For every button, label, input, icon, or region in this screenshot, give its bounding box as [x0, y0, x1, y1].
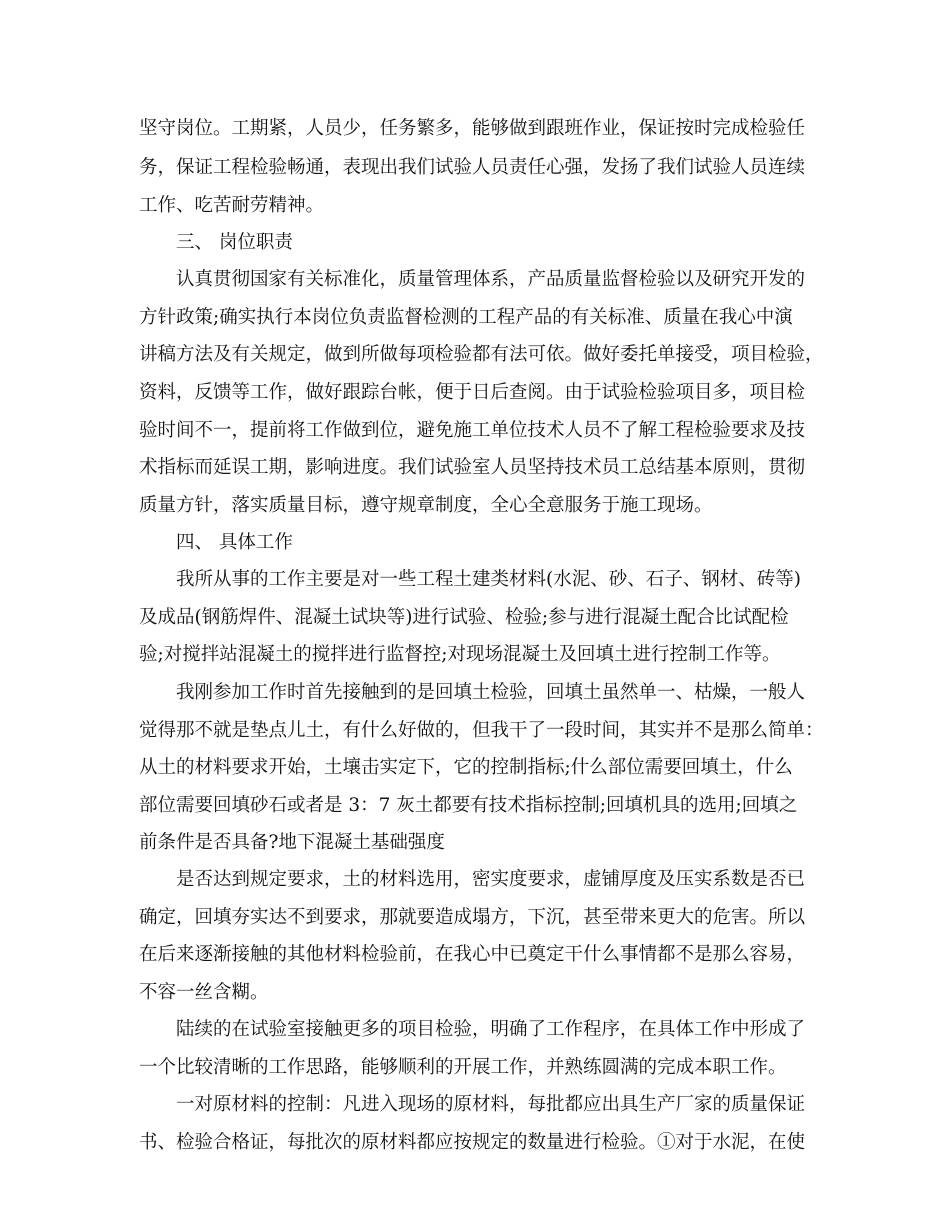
body-text-line-17: 觉得那不就是垫点儿土，有什么好做的，但我干了一段时间，其实并不是那么简单： [139, 720, 824, 741]
body-text-line-10: 术指标而延误工期，影响进度。我们试验室人员坚持技术员工总结基本原则，贯彻 [139, 457, 806, 478]
body-text-line-3: 工作、吃苦耐劳精神。 [139, 195, 325, 216]
body-text-line-20: 前条件是否具备?地下混凝土基础强度 [139, 832, 445, 853]
body-text-line-28: 书、检验合格证，每批次的原材料都应按规定的数量进行检验。①对于水泥，在使 [139, 1132, 806, 1153]
body-text-line-1: 坚守岗位。工期紧，人员少，任务繁多，能够做到跟班作业，保证按时完成检验任 [139, 118, 806, 139]
body-text-line-19: 部位需要回填砂石或者是 3：7 灰土都要有技术指标控制;回填机具的选用;回填之 [139, 795, 798, 816]
body-text-line-13: 我所从事的工作主要是对一些工程土建类材料(水泥、砂、石子、钢材、砖等) [176, 569, 801, 590]
section-heading-four: 四、 具体工作 [176, 532, 293, 553]
body-text-line-16: 我刚参加工作时首先接触到的是回填土检验，回填土虽然单一、枯燥，一般人 [176, 682, 806, 703]
body-text-line-9: 验时间不一，提前将工作做到位，避免施工单位技术人员不了解工程检验要求及技 [139, 420, 806, 441]
body-text-line-24: 不容一丝含糊。 [139, 982, 269, 1003]
body-text-line-23: 在后来逐渐接触的其他材料检验前，在我心中已奠定干什么事情都不是那么容易， [139, 944, 806, 965]
body-text-line-14: 及成品(钢筋焊件、混凝土试块等)进行试验、检验;参与进行混凝土配合比试配检 [139, 607, 789, 628]
body-text-line-26: 一个比较清晰的工作思路，能够顺利的开展工作，并熟练圆满的完成本职工作。 [139, 1057, 787, 1078]
body-text-line-21: 是否达到规定要求，土的材料选用，密实度要求，虚铺厚度及压实系数是否已 [176, 869, 806, 890]
body-text-line-18: 从土的材料要求开始，土壤击实定下，它的控制指标;什么部位需要回填土，什么 [139, 757, 793, 778]
body-text-line-7: 讲稿方法及有关规定，做到所做每项检验都有法可依。做好委托单接受，项目检验， [139, 344, 824, 365]
body-text-line-2: 务，保证工程检验畅通，表现出我们试验人员责任心强，发扬了我们试验人员连续 [139, 157, 806, 178]
body-text-line-6: 方针政策;确实执行本岗位负责监督检测的工程产品的有关标准、质量在我心中演 [139, 307, 793, 328]
body-text-line-25: 陆续的在试验室接触更多的项目检验，明确了工作程序，在具体工作中形成了 [176, 1019, 806, 1040]
body-text-line-15: 验;对搅拌站混凝土的搅拌进行监督控;对现场混凝土及回填土进行控制工作等。 [139, 644, 781, 665]
body-text-line-8: 资料，反馈等工作，做好跟踪台帐，便于日后查阅。由于试验检验项目多，项目检 [139, 382, 806, 403]
body-text-line-11: 质量方针，落实质量目标，遵守规章制度，全心全意服务于施工现场。 [139, 495, 713, 516]
body-text-line-22: 确定，回填夯实达不到要求，那就要造成塌方，下沉，甚至带来更大的危害。所以 [139, 907, 806, 928]
body-text-line-27: 一对原材料的控制：凡进入现场的原材料，每批都应出具生产厂家的质量保证 [176, 1094, 806, 1115]
body-text-line-5: 认真贯彻国家有关标准化，质量管理体系，产品质量监督检验以及研究开发的 [176, 269, 806, 290]
section-heading-three: 三、 岗位职责 [176, 232, 293, 253]
